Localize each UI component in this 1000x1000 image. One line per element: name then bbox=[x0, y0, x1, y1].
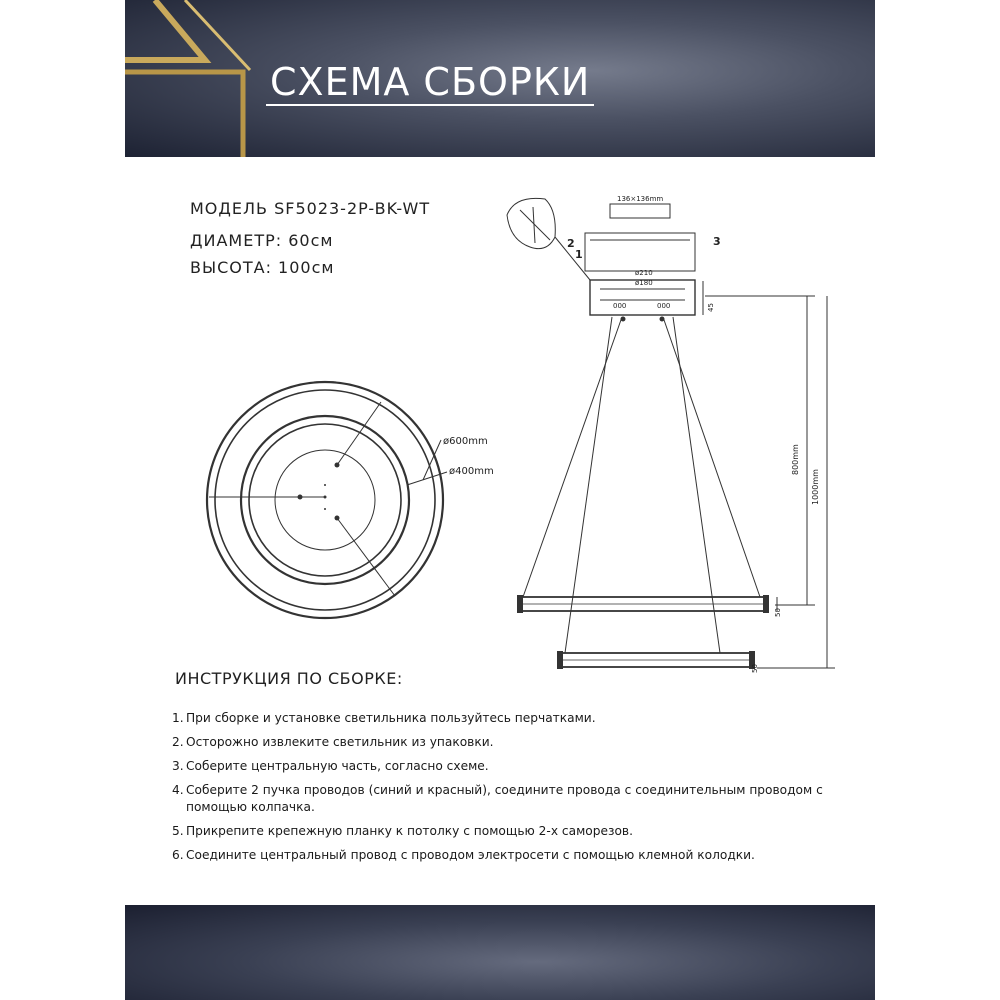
side-view-diagram bbox=[495, 185, 850, 685]
diameter-label: ДИАМЕТР: 60см bbox=[190, 231, 334, 250]
list-item: 3. Соберите центральную часть, согласно схеме. bbox=[172, 759, 489, 773]
list-item: 1. При сборке и установке светильника пользуйтесь перчатками. bbox=[172, 711, 596, 725]
mount-dim-label: 136×136mm bbox=[617, 195, 664, 203]
instructions-list bbox=[172, 710, 862, 871]
drop-800-label: 800mm bbox=[791, 444, 800, 475]
top-view-diagram bbox=[195, 370, 495, 640]
canopy-dia2-label: ø180 bbox=[635, 279, 653, 287]
callout-1: 1 bbox=[575, 248, 583, 261]
callout-3: 3 bbox=[713, 235, 721, 248]
instructions-title: ИНСТРУКЦИЯ ПО СБОРКЕ: bbox=[175, 669, 403, 688]
inner-ring-inner bbox=[249, 424, 401, 576]
cable-2 bbox=[663, 317, 760, 597]
list-item: 2. Осторожно извлеките светильник из упаковки. bbox=[172, 735, 494, 749]
outer-diameter-label: ø600mm bbox=[443, 436, 488, 447]
mounting-plate bbox=[585, 233, 695, 271]
ring2-height-label: 50 bbox=[751, 664, 759, 673]
cable-1 bbox=[523, 317, 622, 597]
canopy-height-label: 45 bbox=[707, 303, 715, 312]
height-label: ВЫСОТА: 100см bbox=[190, 258, 335, 277]
outer-ring-outer bbox=[207, 382, 443, 618]
cable-4 bbox=[673, 317, 720, 653]
page-title: СХЕМА СБОРКИ bbox=[270, 60, 591, 104]
marks-left: 000 bbox=[613, 302, 627, 310]
title-underline bbox=[266, 104, 594, 106]
list-item: 4. Соберите 2 пучка проводов (синий и красный), соедините провода с соединительным проводом с помощью колпачка. bbox=[172, 783, 823, 814]
list-item: 5. Прикрепите крепежную планку к потолку с помощью 2-х саморезов. bbox=[172, 824, 633, 838]
canopy-circle bbox=[275, 450, 375, 550]
marks-right: 000 bbox=[657, 302, 671, 310]
footer-banner bbox=[125, 905, 875, 1000]
list-item: 6. Соедините центральный провод с проводом электросети с помощью клемной колодки. bbox=[172, 848, 755, 862]
mounting-bracket bbox=[610, 204, 670, 218]
ring1-height-label: 50 bbox=[774, 608, 782, 617]
inner-ring-outer bbox=[241, 416, 409, 584]
callout-2: 2 bbox=[567, 237, 575, 250]
canopy-dia1-label: ø210 bbox=[635, 269, 653, 277]
drop-1000-label: 1000mm bbox=[811, 469, 820, 505]
outer-ring-inner bbox=[215, 390, 435, 610]
model-label: МОДЕЛЬ SF5023-2P-BK-WT bbox=[190, 199, 431, 218]
cable-3 bbox=[565, 317, 612, 653]
inner-diameter-label: ø400mm bbox=[449, 466, 494, 477]
